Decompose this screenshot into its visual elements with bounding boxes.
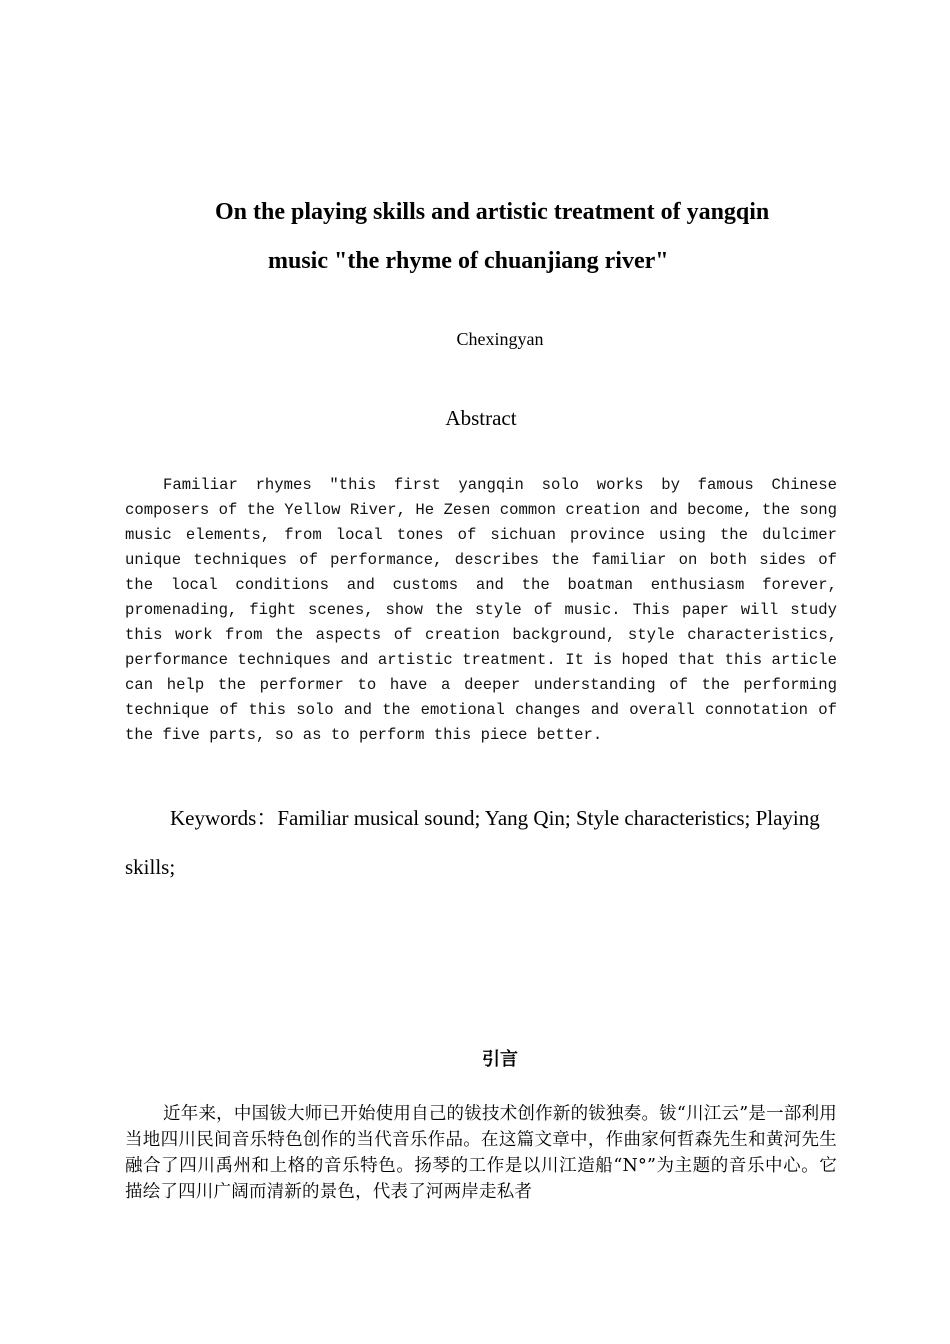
intro-text: 近年来，中国钹大师已开始使用自己的钹技术创作新的钹独奏。钹“川江云”是一部利用当地四川民间音乐特色创作的当代音乐作品。在这篇文章中，作曲家何哲森先生和黄河先生融合了四川禹州和上格的音乐特色。扬琴的工作是以川江造船“N°”为主题的音乐中心。它描绘了四川广阔而清新的景色，代表了河两岸走私者 [125, 1104, 837, 1202]
abstract-heading: Abstract [445, 406, 517, 430]
paper-title-line-1: On the playing skills and artistic treatment of yangqin [215, 199, 770, 225]
abstract-text: Familiar rhymes "this first yangqin solo works by famous Chinese composers of the Yellow River, He Zesen common creation and become, the song music elements, from local tones of sichuan province using the dulcimer unique techniques of performance, describes the familiar on both sides of the local conditions and customs and the boatman enthusiasm forever, promenading, fight scenes, show the style of music. This paper will study this work from the aspects of creation background, style characteristics, performance techniques and artistic treatment. It is hoped that this article can help the performer to have a deeper understanding of the performing technique of this solo and the emotional changes and overall connotation of the five parts, so as to perform this piece better. [125, 476, 837, 744]
paper-title-line-2: music "the rhyme of chuanjiang river" [268, 248, 669, 274]
keywords: Keywords：Familiar musical sound; Yang Qin; Style characteristics; Playing skills; [125, 806, 820, 879]
author-name: Chexingyan [456, 329, 544, 349]
intro-heading: 引言 [482, 1049, 518, 1070]
